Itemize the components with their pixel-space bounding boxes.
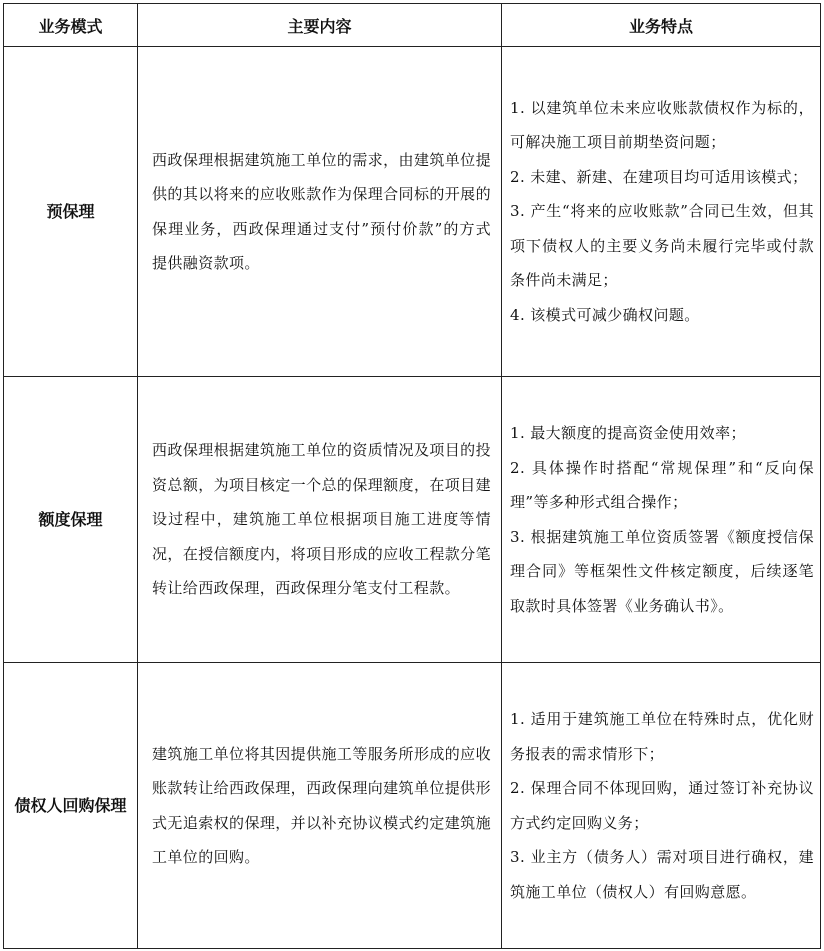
mode-cell: 债权人回购保理 — [4, 663, 138, 949]
content-cell: 西政保理根据建筑施工单位的资质情况及项目的投资总额，为项目核定一个总的保理额度，在项目建设过程中，建筑施工单位根据项目施工进度等情况，在授信额度内，将项目形成的应收工程款分笔转让给西政保理，西政保理分笔支付工程款。 — [138, 377, 502, 663]
feature-item: 3. 业主方（债务人）需对项目进行确权，建筑施工单位（债权人）有回购意愿。 — [510, 848, 814, 901]
feature-item: 1. 最大额度的提高资金使用效率； — [510, 424, 746, 442]
features-cell — [502, 47, 821, 377]
content-cell: 西政保理根据建筑施工单位的需求，由建筑单位提供的其以将来的应收账款作为保理合同标的开展的保理业务，西政保理通过支付”预付价款”的方式提供融资款项。 — [138, 47, 502, 377]
header-content: 主要内容 — [138, 4, 502, 47]
feature-item: 2. 保理合同不体现回购，通过签订补充协议方式约定回购义务； — [510, 779, 814, 832]
header-features: 业务特点 — [502, 4, 821, 47]
table-header-row — [4, 4, 821, 47]
feature-item: 4. 该模式可减少确权问题。 — [510, 305, 700, 324]
feature-item: 3. 根据建筑施工单位资质签署《额度授信保理合同》等框架性文件核定额度，后续逐笔取款时具体签署《业务确认书》。 — [510, 527, 814, 615]
content-cell: 建筑施工单位将其因提供施工等服务所形成的应收账款转让给西政保理，西政保理向建筑单位提供形式无追索权的保理，并以补充协议模式约定建筑施工单位的回购。 — [138, 663, 502, 949]
feature-item: 2. 未建、新建、在建项目均可适用该模式； — [510, 167, 808, 186]
mode-cell: 额度保理 — [4, 377, 138, 663]
features-cell — [502, 377, 821, 663]
mode-cell: 预保理 — [4, 47, 138, 377]
table-row — [4, 663, 821, 949]
table-row — [4, 377, 821, 663]
feature-item: 1. 适用于建筑施工单位在特殊时点，优化财务报表的需求情形下； — [510, 710, 814, 763]
header-mode: 业务模式 — [4, 4, 138, 47]
feature-item: 3. 产生“将来的应收账款”合同已生效，但其项下债权人的主要义务尚未履行完毕或付款条件尚未满足； — [510, 202, 814, 290]
feature-item: 2. 具体操作时搭配“常规保理”和“反向保理”等多种形式组合操作； — [510, 458, 814, 511]
features-cell — [502, 663, 821, 949]
business-mode-table — [3, 3, 821, 949]
table-row — [4, 47, 821, 377]
feature-item: 1. 以建筑单位未来应收账款债权作为标的，可解决施工项目前期垫资问题； — [510, 98, 814, 152]
